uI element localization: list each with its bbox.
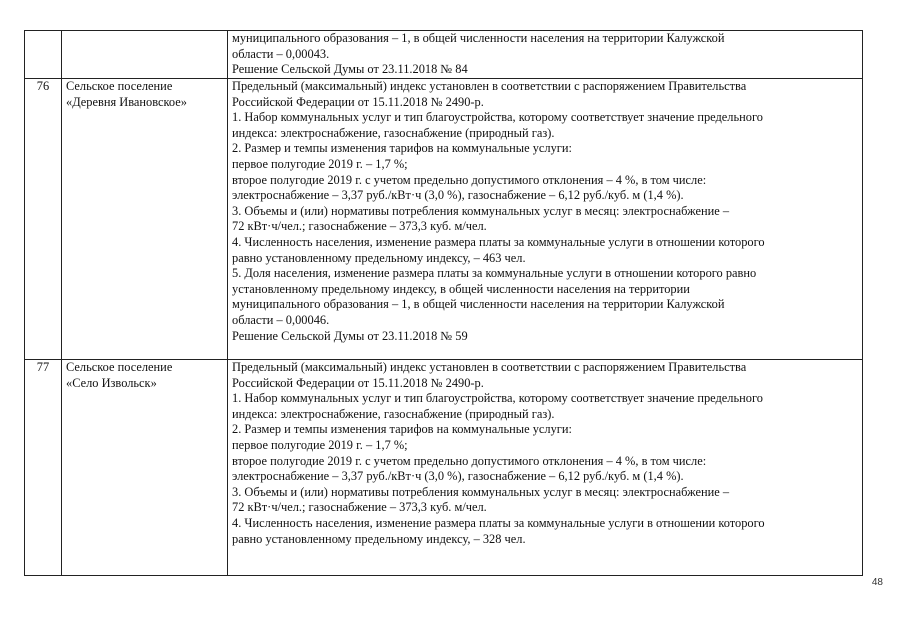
- text-line: индекса: электроснабжение, газоснабжение (природный газ).: [232, 125, 555, 140]
- table-row-continuation: [25, 31, 863, 79]
- text-line: 3. Объемы и (или) нормативы потребления коммунальных услуг в месяц: электроснабжение –: [232, 203, 730, 218]
- text-line: первое полугодие 2019 г. – 1,7 %;: [232, 437, 408, 452]
- text-line: Предельный (максимальный) индекс установлен в соответствии с распоряжением Правительства: [232, 360, 747, 374]
- text-cell: [228, 360, 863, 576]
- text-line: области – 0,00043.: [232, 46, 330, 61]
- text-line: 5. Доля населения, изменение размера платы за коммунальные услуги в отношении которого равно: [232, 266, 757, 281]
- text-line: Решение Сельской Думы от 23.11.2018 № 84: [232, 62, 468, 77]
- text-line: 1. Набор коммунальных услуг и тип благоустройства, которому соответствует значение предельного: [232, 110, 763, 125]
- text-line: 1. Набор коммунальных услуг и тип благоустройства, которому соответствует значение предельного: [232, 391, 763, 406]
- row-number: 77: [25, 360, 62, 576]
- text-cell: [228, 31, 863, 79]
- settlement-cell: [62, 31, 228, 79]
- text-line: электроснабжение – 3,37 руб./кВт·ч (3,0 %), газоснабжение – 6,12 руб./куб. м (1,4 %).: [232, 469, 684, 484]
- text-line: равно установленному предельному индексу, – 463 чел.: [232, 250, 526, 265]
- table-row: [25, 79, 863, 360]
- text-line: области – 0,00046.: [232, 312, 330, 327]
- text-cell: [228, 79, 863, 360]
- settlement-type: Сельское поселение: [66, 360, 173, 374]
- text-line: первое полугодие 2019 г. – 1,7 %;: [232, 156, 408, 171]
- text-line: Российской Федерации от 15.11.2018 № 2490-р.: [232, 375, 484, 390]
- text-line: 3. Объемы и (или) нормативы потребления коммунальных услуг в месяц: электроснабжение –: [232, 484, 730, 499]
- text-line: Российской Федерации от 15.11.2018 № 2490-р.: [232, 94, 484, 109]
- text-line: Решение Сельской Думы от 23.11.2018 № 59: [232, 328, 468, 343]
- text-line: второе полугодие 2019 г. с учетом предельно допустимого отклонения – 4 %, в том числе:: [232, 453, 707, 468]
- document-table: [24, 30, 863, 576]
- text-line: 72 кВт·ч/чел.; газоснабжение – 373,3 куб. м/чел.: [232, 500, 487, 515]
- text-line: равно установленному предельному индексу, – 328 чел.: [232, 531, 526, 546]
- row-number: 76: [25, 79, 62, 360]
- settlement-type: Сельское поселение: [66, 79, 173, 93]
- text-line: индекса: электроснабжение, газоснабжение (природный газ).: [232, 406, 555, 421]
- text-line: муниципального образования – 1, в общей численности населения на территории Калужской: [232, 297, 725, 312]
- text-line: установленному предельному индексу, в общей численности населения на территории: [232, 281, 690, 296]
- settlement-cell: [62, 79, 228, 360]
- settlement-name: «Деревня Ивановское»: [66, 94, 187, 109]
- text-line: 2. Размер и темпы изменения тарифов на коммунальные услуги:: [232, 141, 572, 156]
- table-row: [25, 360, 863, 576]
- settlement-name: «Село Извольск»: [66, 375, 157, 390]
- text-line: 4. Численность населения, изменение размера платы за коммунальные услуги в отношении которого: [232, 515, 765, 530]
- text-line: муниципального образования – 1, в общей численности населения на территории Калужской: [232, 31, 725, 45]
- text-line: 2. Размер и темпы изменения тарифов на коммунальные услуги:: [232, 422, 572, 437]
- text-line: второе полугодие 2019 г. с учетом предельно допустимого отклонения – 4 %, в том числе:: [232, 172, 707, 187]
- text-line: электроснабжение – 3,37 руб./кВт·ч (3,0 %), газоснабжение – 6,12 руб./куб. м (1,4 %).: [232, 188, 684, 203]
- text-line: 72 кВт·ч/чел.; газоснабжение – 373,3 куб. м/чел.: [232, 219, 487, 234]
- page-number: 48: [871, 577, 883, 588]
- text-line: 4. Численность населения, изменение размера платы за коммунальные услуги в отношении которого: [232, 234, 765, 249]
- settlement-cell: [62, 360, 228, 576]
- text-line: Предельный (максимальный) индекс установлен в соответствии с распоряжением Правительства: [232, 79, 747, 93]
- number-cell: [25, 31, 62, 79]
